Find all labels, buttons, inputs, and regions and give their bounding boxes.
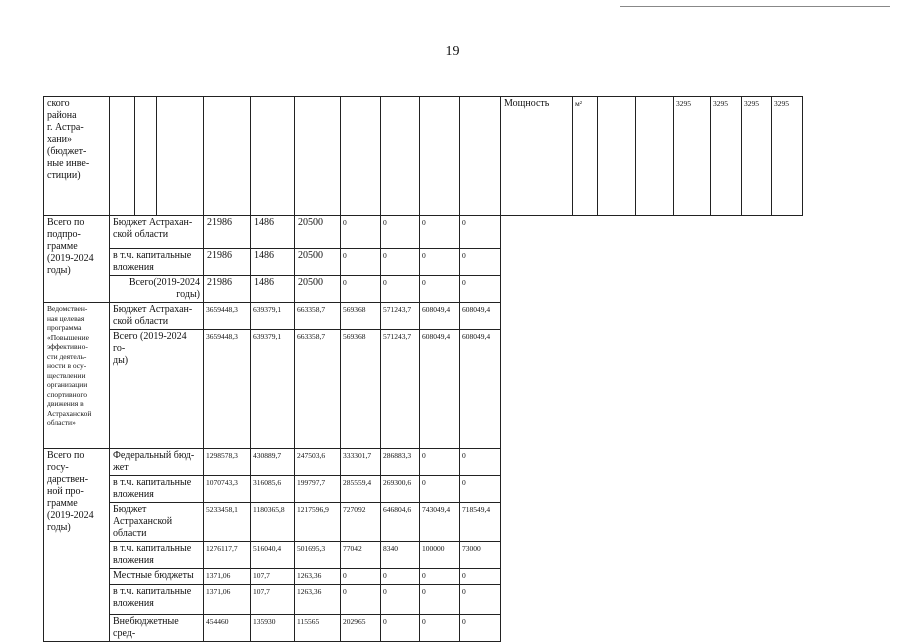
value-cell: 0: [420, 216, 460, 249]
value-cell: 0: [420, 449, 460, 476]
value-cell: 0: [381, 615, 420, 642]
value-cell: 21986: [204, 276, 251, 303]
value-cell: 0: [341, 216, 381, 249]
value-cell: 8340: [381, 542, 420, 569]
value-cell: 202965: [341, 615, 381, 642]
value-cell: 454460: [204, 615, 251, 642]
indicator-value: 3295: [711, 97, 742, 216]
funding-source: Бюджет Астраханской области: [110, 503, 204, 542]
value-cell: 1276117,7: [204, 542, 251, 569]
indicator-unit: м²: [573, 97, 598, 216]
value-cell: 0: [381, 276, 420, 303]
value-cell: 0: [381, 585, 420, 615]
funding-source: в т.ч. капитальные вложения: [110, 476, 204, 503]
value-cell: 743049,4: [420, 503, 460, 542]
budget-table: [43, 96, 841, 642]
value-cell: 1371,06: [204, 569, 251, 585]
value-cell: 1180365,8: [251, 503, 295, 542]
value-cell: 199797,7: [295, 476, 341, 503]
value-cell: 1070743,3: [204, 476, 251, 503]
value-cell: 0: [460, 249, 501, 276]
value-cell: 1298578,3: [204, 449, 251, 476]
value-cell: 0: [420, 476, 460, 503]
value-cell: 135930: [251, 615, 295, 642]
value-cell: 1263,36: [295, 569, 341, 585]
value-cell: 1217596,9: [295, 503, 341, 542]
value-cell: 77042: [341, 542, 381, 569]
value-cell: 0: [420, 569, 460, 585]
value-cell: 608049,4: [420, 330, 460, 449]
funding-source: Федеральный бюд- жет: [110, 449, 204, 476]
value-cell: 663358,7: [295, 303, 341, 330]
funding-source: Внебюджетные сред-: [110, 615, 204, 642]
table-row: [44, 97, 841, 216]
value-cell: 0: [420, 615, 460, 642]
value-cell: 663358,7: [295, 330, 341, 449]
departmental-program-label: Ведомствен- ная целевая программа «Повышение эффективно- сти деятель- ности в осу- ществлении организации спортивного движения в Астраханской области»: [44, 303, 110, 449]
indicator-value: 3295: [772, 97, 803, 216]
value-cell: 0: [381, 569, 420, 585]
value-cell: 20500: [295, 249, 341, 276]
value-cell: 20500: [295, 276, 341, 303]
funding-source: в т.ч. капитальные вложения: [110, 249, 204, 276]
page-number: 19: [445, 44, 460, 59]
value-cell: 73000: [460, 542, 501, 569]
value-cell: 639379,1: [251, 303, 295, 330]
value-cell: 0: [341, 276, 381, 303]
value-cell: 608049,4: [460, 330, 501, 449]
value-cell: 285559,4: [341, 476, 381, 503]
funding-source: в т.ч. капитальные вложения: [110, 585, 204, 615]
value-cell: 0: [341, 585, 381, 615]
value-cell: 0: [460, 276, 501, 303]
value-cell: 718549,4: [460, 503, 501, 542]
value-cell: 107,7: [251, 585, 295, 615]
funding-source: Бюджет Астрахан- ской области: [110, 216, 204, 249]
value-cell: 5233458,1: [204, 503, 251, 542]
value-cell: 0: [341, 569, 381, 585]
state-program-label: Всего по госу- дарствен- ной про- грамме (2019-2024 годы): [44, 449, 110, 642]
value-cell: 1486: [251, 276, 295, 303]
value-cell: 639379,1: [251, 330, 295, 449]
value-cell: 571243,7: [381, 303, 420, 330]
header-rule: [620, 6, 890, 7]
value-cell: 608049,4: [420, 303, 460, 330]
value-cell: 571243,7: [381, 330, 420, 449]
value-cell: 21986: [204, 216, 251, 249]
value-cell: 569368: [341, 330, 381, 449]
value-cell: 20500: [295, 216, 341, 249]
value-cell: 0: [420, 276, 460, 303]
value-cell: 107,7: [251, 569, 295, 585]
value-cell: 0: [460, 476, 501, 503]
value-cell: 430889,7: [251, 449, 295, 476]
indicator-label: Мощность: [501, 97, 573, 216]
subprogram-label: Всего по подпро- грамме (2019-2024 годы): [44, 216, 110, 303]
indicator-value: 3295: [674, 97, 711, 216]
value-cell: 333301,7: [341, 449, 381, 476]
value-cell: 1486: [251, 249, 295, 276]
table-row: [44, 303, 841, 330]
value-cell: 269300,6: [381, 476, 420, 503]
table-row: [44, 216, 841, 249]
value-cell: 115565: [295, 615, 341, 642]
value-cell: 501695,3: [295, 542, 341, 569]
value-cell: 608049,4: [460, 303, 501, 330]
value-cell: 0: [460, 216, 501, 249]
event-name-cell: ского района г. Астра- хани» (бюджет- ные инве- стиции): [44, 97, 110, 216]
value-cell: 1486: [251, 216, 295, 249]
value-cell: 3659448,3: [204, 330, 251, 449]
indicator-value: 3295: [742, 97, 772, 216]
value-cell: 316085,6: [251, 476, 295, 503]
value-cell: 0: [381, 216, 420, 249]
value-cell: 1263,36: [295, 585, 341, 615]
value-cell: 646804,6: [381, 503, 420, 542]
value-cell: 100000: [420, 542, 460, 569]
value-cell: 727092: [341, 503, 381, 542]
value-cell: 286883,3: [381, 449, 420, 476]
funding-source: Местные бюджеты: [110, 569, 204, 585]
value-cell: 0: [460, 569, 501, 585]
value-cell: 0: [381, 249, 420, 276]
table-row: [44, 449, 841, 476]
funding-source: в т.ч. капитальные вложения: [110, 542, 204, 569]
value-cell: 1371,06: [204, 585, 251, 615]
value-cell: 0: [341, 249, 381, 276]
value-cell: 0: [420, 585, 460, 615]
value-cell: 0: [420, 249, 460, 276]
value-cell: 21986: [204, 249, 251, 276]
value-cell: 247503,6: [295, 449, 341, 476]
funding-source: Всего(2019-2024 годы): [110, 276, 204, 303]
value-cell: 569368: [341, 303, 381, 330]
value-cell: 516040,4: [251, 542, 295, 569]
value-cell: 0: [460, 615, 501, 642]
value-cell: 3659448,3: [204, 303, 251, 330]
funding-source: Всего (2019-2024 го- ды): [110, 330, 204, 449]
funding-source: Бюджет Астрахан- ской области: [110, 303, 204, 330]
value-cell: 0: [460, 585, 501, 615]
value-cell: 0: [460, 449, 501, 476]
